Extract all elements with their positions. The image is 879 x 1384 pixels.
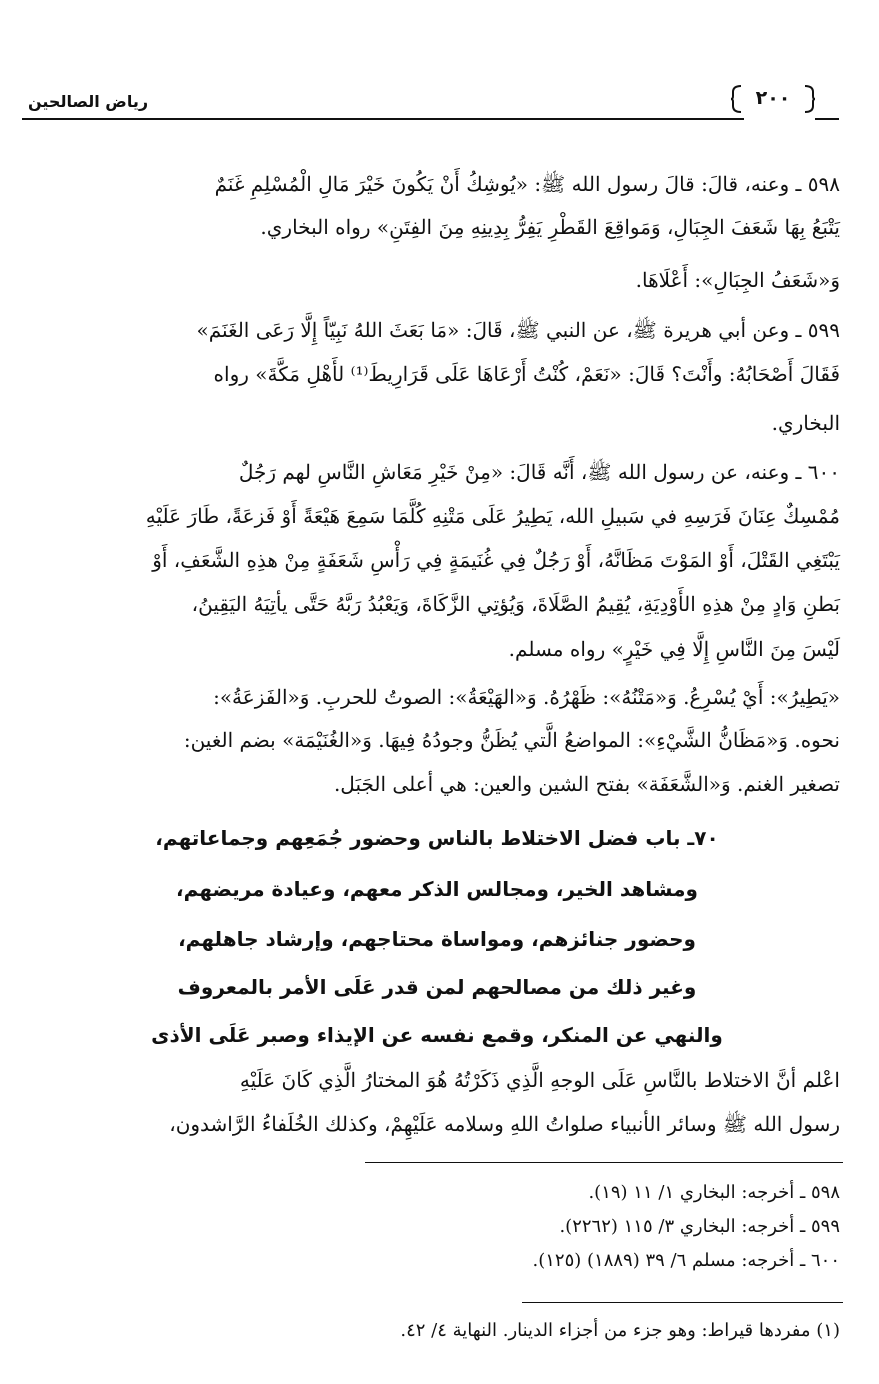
page-number-frame bbox=[731, 84, 815, 114]
intro-line-2: رسول الله ﷺ وسائر الأنبياء صلواتُ اللهِ وسلامه عَلَيْهِمْ، وكذلك الخُلَفاءُ الرَّاشدون، bbox=[169, 1112, 840, 1136]
hadith-599-line-2: فَقَالَ أَصْحَابُهُ: وأَنْتَ؟ قَالَ: «نَعَمْ، كُنْتُ أَرْعَاهَا عَلَى قَرَارِيطَ⁽¹⁾ لأَهْلِ مَكَّةَ» رواه bbox=[213, 362, 840, 386]
hadith-599-line-3: البخاري. bbox=[771, 411, 840, 435]
footnote-1: (١) مفردها قيراط: وهو جزء من أجزاء الدينار. النهاية ٤/ ٤٢. bbox=[400, 1320, 840, 1341]
chapter-heading-line-1: ٧٠ـ باب فضل الاختلاط بالناس وحضور جُمَعِهم وجماعاتهم، bbox=[155, 826, 719, 850]
hadith-600-line-4: بَطنِ وَادٍ مِنْ هذِهِ الأَوْدِيَةِ، يُقِيمُ الصَّلَاةَ، وَيُؤتِي الزَّكَاةَ، وَيَعْبُدُ رَبَّهُ حَتَّى يأتِيَهُ اليَقِينُ، bbox=[191, 592, 840, 616]
hadith-600-line-1: ٦٠٠ ـ وعنه، عن رسول الله ﷺ، أَنَّه قَالَ: «مِنْ خَيْرِ مَعَاشِ النَّاسِ لهم رَجُلٌ bbox=[238, 460, 840, 484]
hadith-600-line-2: مُمْسِكٌ عِنَانَ فَرَسِهِ في سَبيلِ الله، يَطِيرُ عَلَى مَتْنِهِ كُلَّمَا سَمِعَ هَيْعَةً أَوْ فَزعَةً، طَارَ عَلَيْهِ bbox=[145, 504, 840, 528]
hadith-600-gloss-3: تصغير الغنم. وَ«الشَّعَفَة» بفتح الشين والعين: هي أعلى الجَبَل. bbox=[333, 772, 840, 796]
chapter-heading-line-5: والنهي عن المنكر، وقمع نفسه عن الإيذاء وصبر عَلَى الأذى bbox=[151, 1023, 723, 1047]
footnote-rule bbox=[365, 1162, 843, 1163]
chapter-heading-line-3: وحضور جنائزهم، ومواساة محتاجهم، وإرشاد جاهلهم، bbox=[178, 927, 696, 951]
footnote-598: ٥٩٨ ـ أخرجه: البخاري ١/ ١١ (١٩). bbox=[588, 1182, 840, 1203]
header-rule bbox=[22, 118, 744, 120]
hadith-600-gloss-2: نحوه. وَ«مَظَانُّ الشَّيْءِ»: المواضعُ الَّتي يُظَنُّ وجودُهُ فِيهَا. وَ«الغُنَيْمَة» بضم الغين: bbox=[183, 728, 840, 752]
hadith-598-line-2: يَتْبَعُ بِهَا شَعَفَ الجِبَالِ، وَمَواقِعَ القَطْرِ يَفِرُّ بِدِينِهِ مِنَ الفِتَنِ» رواه البخاري. bbox=[260, 215, 840, 239]
footnote-600: ٦٠٠ ـ أخرجه: مسلم ٦/ ٣٩ (١٨٨٩) (١٢٥). bbox=[532, 1250, 840, 1271]
hadith-600-line-5: لَيْسَ مِنَ النَّاسِ إِلَّا فِي خَيْرٍ» رواه مسلم. bbox=[508, 637, 840, 661]
chapter-heading-line-4: وغير ذلك من مصالحهم لمن قدر عَلَى الأمر بالمعروف bbox=[177, 975, 697, 999]
chapter-heading-line-2: ومشاهد الخير، ومجالس الذكر معهم، وعيادة مريضهم، bbox=[176, 877, 698, 901]
hadith-599-line-1: ٥٩٩ ـ وعن أبي هريرة ﷺ، عن النبي ﷺ، قَالَ: «مَا بَعَثَ اللهُ نَبِيّاً إِلَّا رَعَى الغَنَمَ» bbox=[196, 318, 840, 342]
intro-line-1: اعْلم أنَّ الاختلاط بالنَّاسِ عَلَى الوجهِ الَّذِي ذَكَرْتُهُ هُوَ المختارُ الَّذِي كَانَ عَلَيْهِ bbox=[239, 1068, 840, 1092]
hadith-598-line-1: ٥٩٨ ـ وعنه، قالَ: قالَ رسول الله ﷺ: «يُوشِكُ أَنْ يَكُونَ خَيْرَ مَالِ الْمُسْلِمِ غَنَمٌ bbox=[214, 172, 840, 196]
page-number: ٢٠٠ bbox=[755, 87, 791, 109]
hadith-600-gloss-1: «يَطِيرُ»: أَيْ يُسْرِعُ. وَ«مَتْنُهُ»: ظَهْرُهُ. وَ«الهَيْعَةُ»: الصوتُ للحربِ. وَ«الفَزعَةُ»: bbox=[213, 685, 840, 709]
footnote-rule-secondary bbox=[522, 1302, 843, 1303]
hadith-600-line-3: يَبْتَغِي القَتْلَ، أَوْ المَوْتَ مَظَانَّهُ، أَوْ رَجُلٌ فِي غُنَيمَةٍ فِي رَأْسِ شَعَفَةٍ مِنْ هذِهِ الشَّعَفِ، أَوْ bbox=[152, 548, 840, 572]
footnote-599: ٥٩٩ ـ أخرجه: البخاري ٣/ ١١٥ (٢٢٦٢). bbox=[559, 1216, 840, 1237]
hadith-598-gloss: وَ«شَعَفُ الجِبَالِ»: أَعْلَاهَا. bbox=[635, 268, 840, 292]
header-rule-right bbox=[815, 118, 839, 120]
running-title: رياض الصالحين bbox=[28, 92, 149, 111]
